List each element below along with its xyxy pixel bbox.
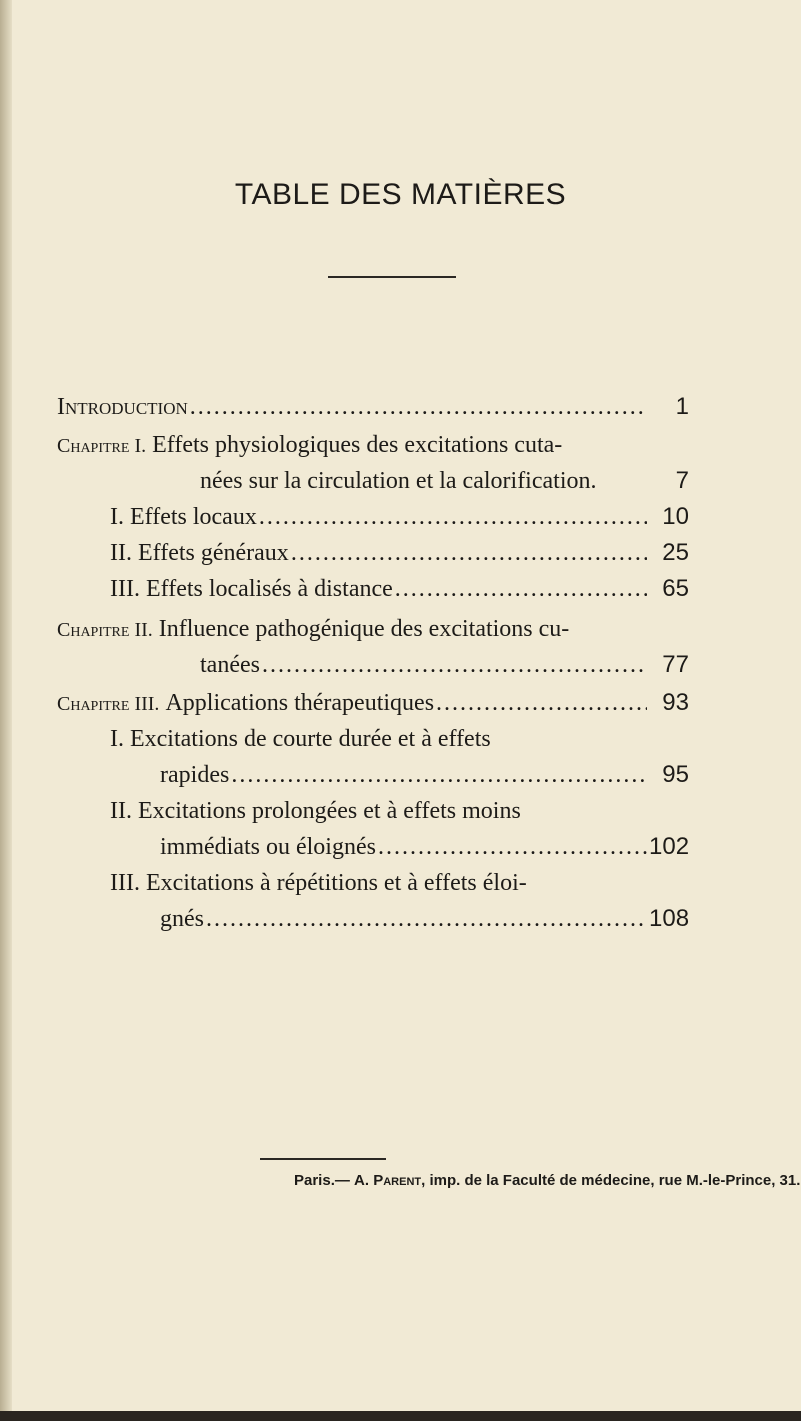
- imprint-printer: A. Parent,: [354, 1172, 426, 1189]
- entry-page: 102: [649, 833, 690, 860]
- leader-dots: [206, 904, 647, 934]
- toc-entry-excitations-prolongees: [160, 832, 689, 862]
- toc-entry-excitations-courte: [160, 760, 689, 790]
- toc-entry-chapter-1: [200, 466, 689, 496]
- toc-entry-excitations-repetitions: [160, 904, 689, 934]
- entry-label: gnés: [160, 906, 204, 932]
- page-edge: [0, 0, 12, 1421]
- toc-entry-chapter-2: [200, 650, 689, 680]
- entry-label: rapides: [160, 762, 230, 788]
- entry-page: 77: [662, 651, 689, 678]
- imprint-text: imp. de la Faculté de médecine, rue M.-le-Prince, 31.: [429, 1172, 801, 1189]
- title-rule: [328, 276, 456, 278]
- leader-dots: [436, 688, 647, 718]
- entry-label: Introduction: [57, 394, 188, 420]
- entry-page: 10: [662, 503, 689, 530]
- entry-page: 25: [662, 539, 689, 566]
- imprint-rule: [260, 1158, 386, 1160]
- leader-dots: [259, 502, 647, 532]
- entry-label: I. Effets locaux: [110, 504, 257, 530]
- toc-entry-effets-locaux: [110, 502, 689, 532]
- leader-dots: [378, 832, 647, 862]
- toc-entry-effets-localises: [110, 574, 689, 604]
- chapter-title-line1: Effets physiologiques des excitations cuta-: [152, 432, 563, 458]
- chapter-prefix: Chapitre II.: [57, 619, 153, 641]
- leader-dots: [190, 392, 647, 422]
- chapter-title-line1: Influence pathogénique des excitations cu-: [158, 616, 570, 642]
- toc-sub-3-line1: III. Excitations à répétitions et à effets éloi-: [110, 870, 527, 896]
- toc-chapter-1-heading: [57, 430, 562, 461]
- entry-page: 108: [649, 905, 690, 932]
- entry-label: III. Effets localisés à distance: [110, 576, 393, 602]
- imprint-city: Paris.—: [294, 1172, 350, 1189]
- entry-page: 93: [662, 689, 689, 716]
- chapter-prefix: Chapitre III.: [57, 693, 160, 715]
- toc-chapter-2-heading: [57, 614, 569, 645]
- leader-dots: [395, 574, 647, 604]
- toc-entry-introduction: [57, 392, 689, 422]
- toc-entry-effets-generaux: [110, 538, 689, 568]
- toc-entry-chapter-3: [57, 688, 689, 719]
- entry-label: nées sur la circulation et la calorification.: [200, 468, 597, 494]
- entry-label: tanées: [200, 652, 260, 678]
- chapter-prefix: Chapitre I.: [57, 435, 147, 457]
- toc-sub-2-line1: II. Excitations prolongées et à effets moins: [110, 798, 521, 824]
- entry-label: immédiats ou éloignés: [160, 834, 376, 860]
- imprint: [294, 1172, 800, 1189]
- entry-label: Applications thérapeutiques: [165, 690, 435, 716]
- entry-label: II. Effets généraux: [110, 540, 289, 566]
- entry-page: 1: [675, 393, 689, 420]
- leader-dots: [231, 760, 647, 790]
- toc-sub-1-line1: I. Excitations de courte durée et à effets: [110, 726, 491, 752]
- entry-page: 7: [675, 467, 689, 494]
- entry-page: 95: [662, 761, 689, 788]
- entry-page: 65: [662, 575, 689, 602]
- leader-dots: [262, 650, 647, 680]
- leader-dots: [291, 538, 647, 568]
- page-title: TABLE DES MATIÈRES: [234, 178, 567, 211]
- page-edge-bottom: [0, 1411, 801, 1421]
